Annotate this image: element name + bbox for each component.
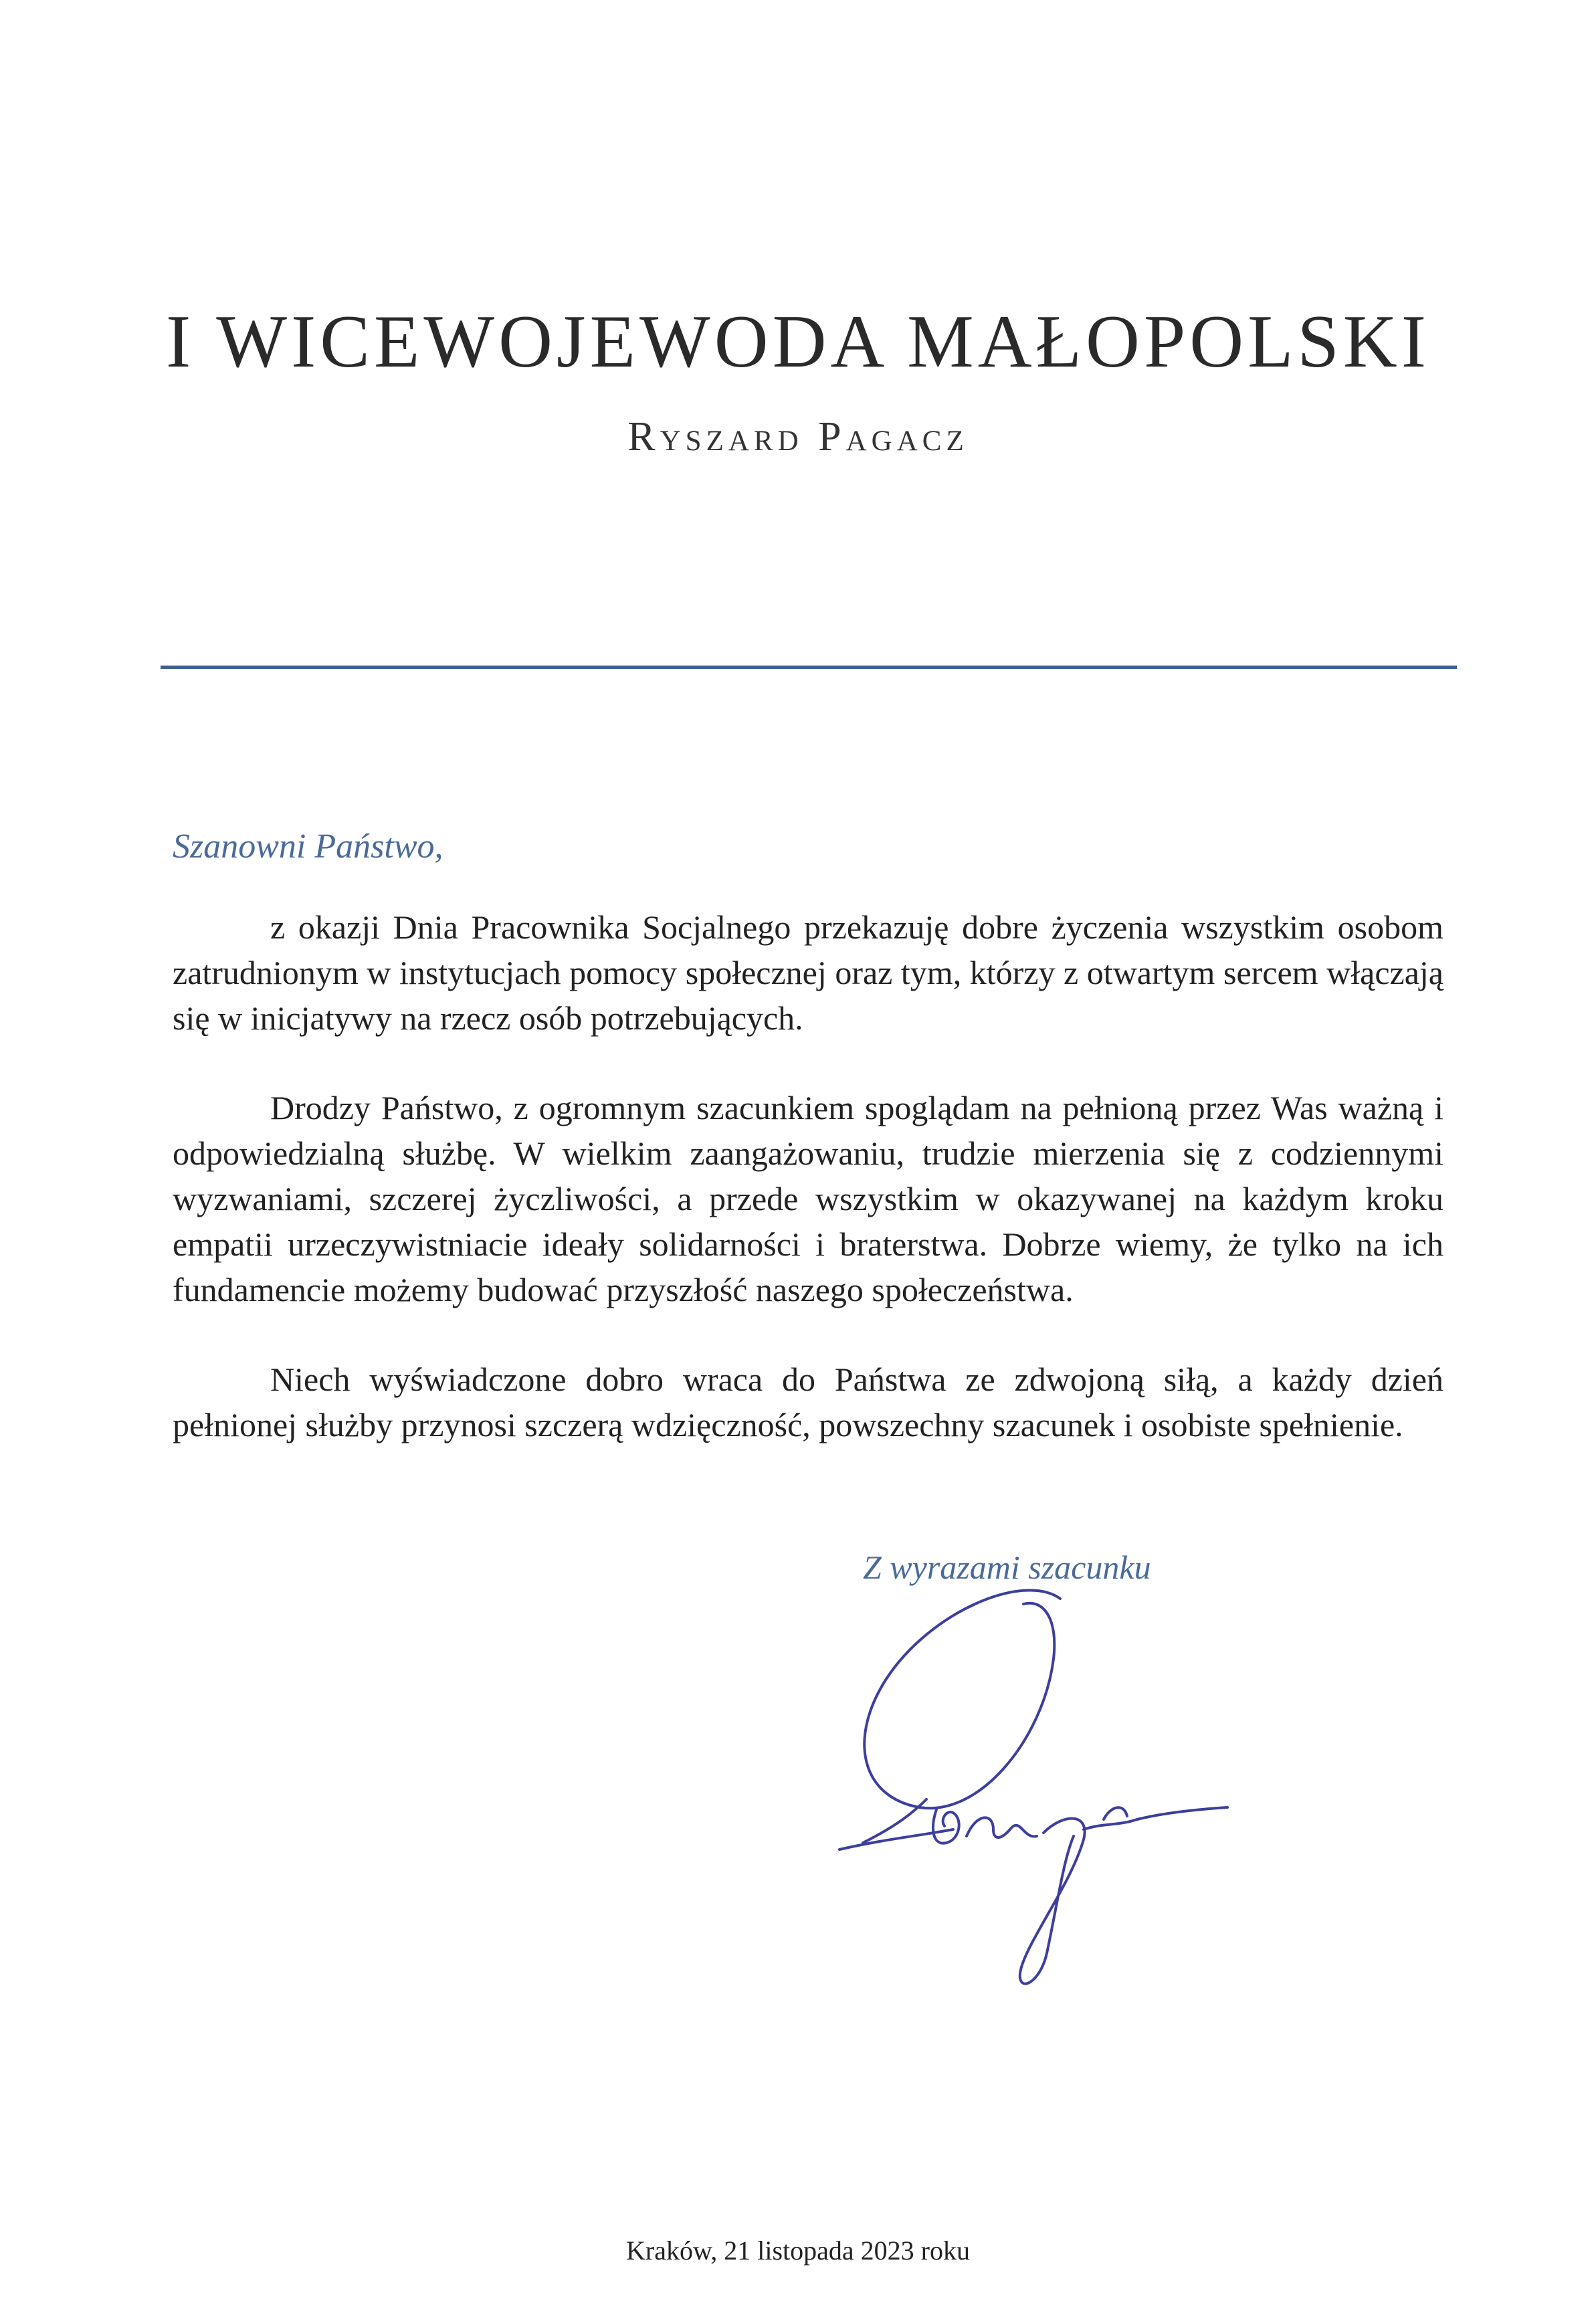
place-date: Kraków, 21 listopada 2023 roku	[626, 2235, 970, 2266]
office-title: I WICEWOJEWODA MAŁOPOLSKI	[166, 300, 1430, 383]
paragraph-3: Niech wyświadczone dobro wraca do Państwa ze zdwojoną siłą, a każdy dzień pełnionej służby przynosi szczerą wdzięczność, powszechny szacunek i osobiste spełnienie.	[173, 1361, 1443, 1443]
official-name: Ryszard Pagacz	[627, 414, 969, 460]
header-divider	[161, 666, 1457, 669]
closing-phrase: Z wyrazami szacunku	[863, 1548, 1151, 1586]
signature-icon	[823, 1572, 1278, 2000]
letter-body	[173, 904, 1443, 1492]
paragraph-1: z okazji Dnia Pracownika Socjalnego przekazuję dobre życzenia wszystkim osobom zatrudnionym w instytucjach pomocy społecznej oraz tym, którzy z otwartym sercem włączają się w inicjatywy na rzecz osób potrzebujących.	[173, 908, 1443, 1037]
paragraph-2: Drodzy Państwo, z ogromnym szacunkiem spoglądam na pełnioną przez Was ważną i odpowiedzialną służbę. W wielkim zaangażowaniu, trudzie mierzenia się z codziennymi wyzwaniami, szczerej życzliwości, a przede wszystkim w okazywanej na każdym kroku empatii urzeczywistniacie ideały solidarności i braterstwa. Dobrze wiemy, że tylko na ich fundamencie możemy budować przyszłość naszego społeczeństwa.	[173, 1089, 1443, 1308]
salutation: Szanowni Państwo,	[173, 827, 443, 866]
